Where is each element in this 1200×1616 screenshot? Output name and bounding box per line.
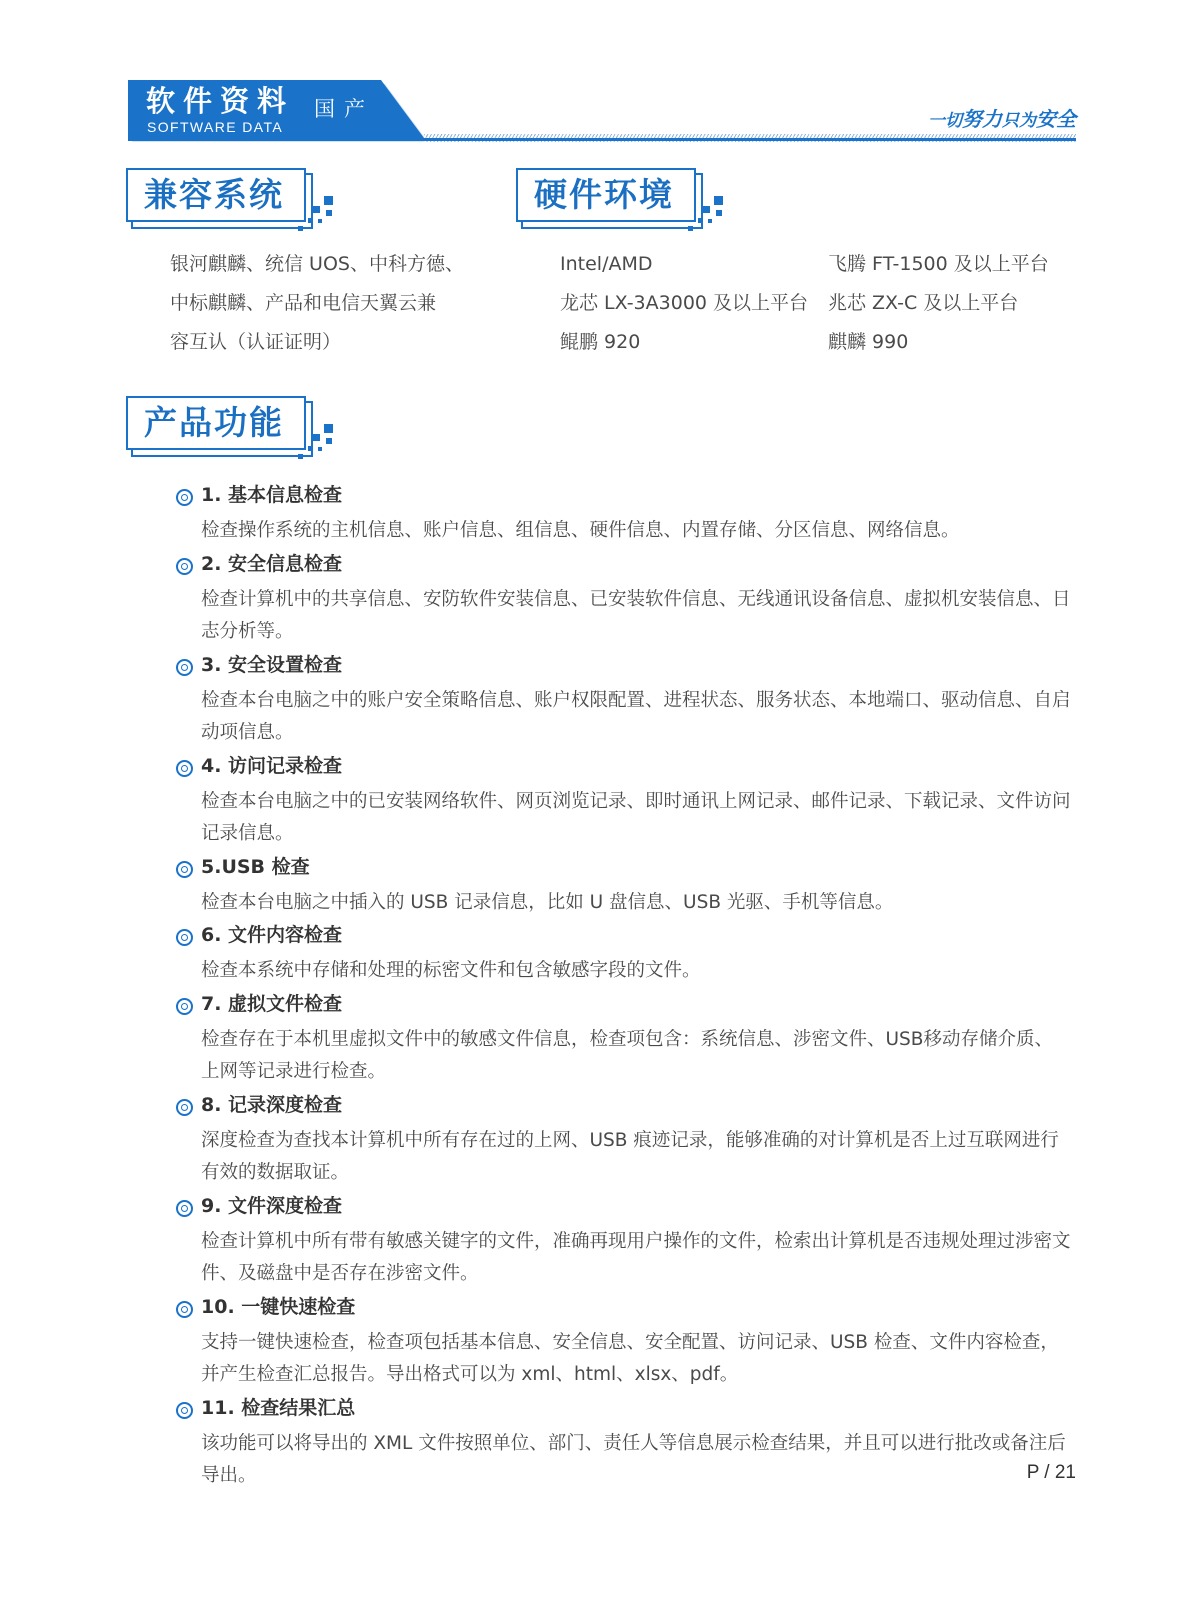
- slogan: [928, 108, 1076, 132]
- section-title-features: [126, 396, 356, 476]
- decorative-dots: [698, 196, 738, 236]
- bullet-circle-icon: [176, 659, 193, 676]
- feature-title: 4. 访问记录检查: [201, 754, 343, 777]
- bullet-circle-icon: [176, 1200, 193, 1217]
- header-tag: 国产: [314, 97, 374, 121]
- feature-title: 3. 安全设置检查: [201, 653, 343, 676]
- bullet-circle-icon: [176, 929, 193, 946]
- list-item: [176, 922, 1076, 988]
- slogan-part: 安全: [1036, 107, 1076, 131]
- feature-description: 检查存在于本机里虚拟文件中的敏感文件信息，检查项包含：系统信息、涉密文件、USB移动存储介质、上网等记录进行检查。: [201, 1028, 1053, 1082]
- bullet-circle-icon: [176, 1301, 193, 1318]
- feature-description: 深度检查为查找本计算机中所有存在过的上网、USB 痕迹记录，能够准确的对计算机是否上过互联网进行有效的数据取证。: [201, 1129, 1059, 1183]
- hardware-line: 麒麟 990: [828, 331, 909, 353]
- compat-line: 中标麒麟、产品和电信天翼云兼: [170, 292, 437, 314]
- feature-list: [176, 482, 1076, 1496]
- list-item: [176, 1395, 1076, 1493]
- feature-description: 支持一键快速检查，检查项包括基本信息、安全信息、安全配置、访问记录、USB 检查、文件内容检查，并产生检查汇总报告。导出格式可以为 xml、html、xlsx、pdf。: [201, 1331, 1059, 1385]
- bullet-circle-icon: [176, 760, 193, 777]
- list-item: [176, 551, 1076, 649]
- list-item: [176, 753, 1076, 851]
- slogan-part: 只为: [1002, 111, 1036, 131]
- compat-line: 容互认（认证证明）: [170, 331, 342, 353]
- list-item: [176, 1092, 1076, 1190]
- feature-title: 10. 一键快速检查: [201, 1295, 356, 1318]
- section-heading: 硬件环境: [534, 175, 674, 214]
- hardware-line: 龙芯 LX-3A3000 及以上平台: [560, 292, 809, 314]
- list-item: [176, 991, 1076, 1089]
- list-item: [176, 1294, 1076, 1392]
- feature-description: 检查本台电脑之中插入的 USB 记录信息，比如 U 盘信息、USB 光驱、手机等信息。: [201, 891, 894, 913]
- header-subtitle: SOFTWARE DATA: [147, 119, 284, 135]
- feature-description: 该功能可以将导出的 XML 文件按照单位、部门、责任人等信息展示检查结果，并且可以进行批改或备注后导出。: [201, 1432, 1066, 1486]
- bullet-circle-icon: [176, 861, 193, 878]
- slogan-part: 一切: [928, 111, 962, 131]
- hardware-line: 飞腾 FT-1500 及以上平台: [828, 253, 1049, 275]
- feature-title: 9. 文件深度检查: [201, 1194, 343, 1217]
- list-item: [176, 854, 1076, 920]
- bullet-circle-icon: [176, 489, 193, 506]
- section-title-compat: [126, 168, 356, 248]
- feature-description: 检查本台电脑之中的已安装网络软件、网页浏览记录、即时通讯上网记录、邮件记录、下载记录、文件访问记录信息。: [201, 790, 1071, 844]
- feature-title: 6. 文件内容检查: [201, 924, 343, 946]
- section-heading: 兼容系统: [144, 175, 284, 214]
- decorative-dots: [308, 424, 348, 464]
- feature-title: 8. 记录深度检查: [201, 1093, 343, 1116]
- hardware-line: 鲲鹏 920: [560, 331, 641, 353]
- header-rule: [128, 138, 1076, 141]
- feature-title: 5.USB 检查: [201, 855, 310, 878]
- feature-title: 2. 安全信息检查: [201, 552, 343, 575]
- feature-description: 检查计算机中所有带有敏感关键字的文件，准确再现用户操作的文件，检索出计算机是否违规处理过涉密文件、及磁盘中是否存在涉密文件。: [201, 1230, 1071, 1284]
- hardware-line: Intel/AMD: [560, 253, 653, 275]
- header-title: 软件资料: [146, 84, 295, 118]
- feature-description: 检查计算机中的共享信息、安防软件安装信息、已安装软件信息、无线通讯设备信息、虚拟机安装信息、日志分析等。: [201, 588, 1071, 642]
- bullet-circle-icon: [176, 998, 193, 1015]
- feature-title: 11. 检查结果汇总: [201, 1396, 356, 1419]
- decorative-dots: [308, 196, 348, 236]
- page-number: P / 21: [1026, 1462, 1076, 1483]
- feature-title: 7. 虚拟文件检查: [201, 992, 343, 1015]
- hardware-line: 兆芯 ZX-C 及以上平台: [828, 292, 1019, 314]
- bullet-circle-icon: [176, 1402, 193, 1419]
- feature-description: 检查本台电脑之中的账户安全策略信息、账户权限配置、进程状态、服务状态、本地端口、驱动信息、自启动项信息。: [201, 689, 1071, 743]
- section-title-hardware: [516, 168, 746, 248]
- list-item: [176, 652, 1076, 750]
- bullet-circle-icon: [176, 558, 193, 575]
- list-item: [176, 482, 1076, 548]
- feature-description: 检查本系统中存储和处理的标密文件和包含敏感字段的文件。: [201, 960, 701, 981]
- slogan-part: 努力: [962, 107, 1002, 131]
- compat-line: 银河麒麟、统信 UOS、中科方德、: [170, 253, 464, 275]
- feature-description: 检查操作系统的主机信息、账户信息、组信息、硬件信息、内置存储、分区信息、网络信息。: [201, 520, 960, 541]
- feature-title: 1. 基本信息检查: [201, 484, 343, 506]
- list-item: [176, 1193, 1076, 1291]
- bullet-circle-icon: [176, 1099, 193, 1116]
- section-heading: 产品功能: [144, 403, 284, 442]
